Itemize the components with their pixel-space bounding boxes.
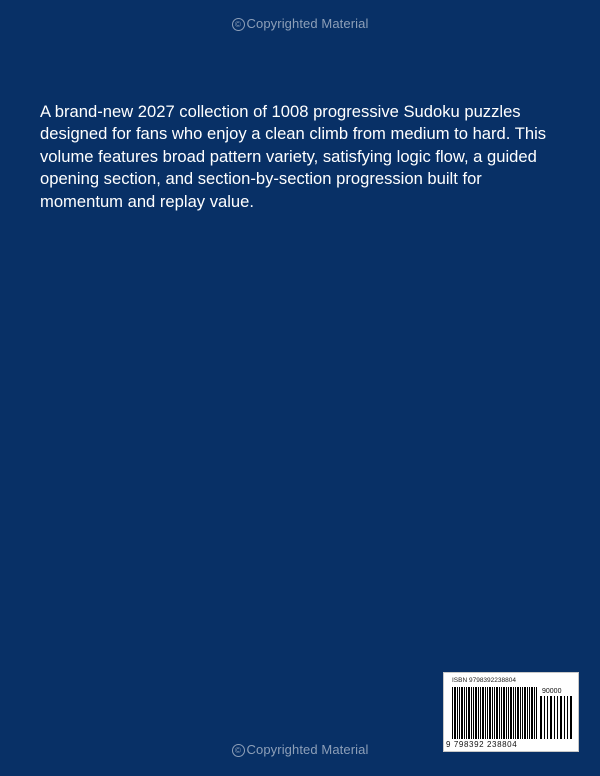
- barcode-bar: [480, 687, 481, 739]
- barcode-bar: [527, 687, 528, 739]
- barcode-bar: [529, 687, 530, 739]
- copyright-watermark-top: [0, 16, 600, 31]
- watermark-text: Copyrighted Material: [246, 742, 369, 757]
- barcode-bar: [452, 687, 453, 739]
- barcode-bar: [564, 696, 565, 739]
- barcode-bar: [489, 687, 491, 739]
- barcode-bar: [536, 687, 537, 739]
- barcode-bar: [508, 687, 509, 739]
- barcode-bar: [475, 687, 477, 739]
- barcode-bar: [567, 696, 568, 739]
- barcode-bar: [494, 687, 495, 739]
- barcode-bar: [515, 687, 516, 739]
- barcode-bar: [550, 696, 552, 739]
- barcode-bar: [464, 687, 465, 739]
- barcode-bar: [522, 687, 523, 739]
- barcode-bar: [570, 696, 572, 739]
- barcode-bar: [499, 687, 500, 739]
- barcode-bar: [517, 687, 519, 739]
- watermark-text: Copyrighted Material: [246, 16, 369, 31]
- price-code: 90000: [542, 688, 562, 695]
- barcode-bar: [524, 687, 526, 739]
- barcode-bar: [459, 687, 460, 739]
- barcode-bar: [513, 687, 514, 739]
- barcode-bar: [473, 687, 474, 739]
- barcode-bar: [482, 687, 484, 739]
- book-description: A brand-new 2027 collection of 1008 progressive Sudoku puzzles designed for fans who enjoy a clean climb from medium to hard. This volume features broad pattern variety, satisfying logic flow, a guided opening section, and section-by-section progression built for momentum and replay value.: [40, 101, 547, 211]
- barcode-bar: [554, 696, 555, 739]
- barcode-bar: [487, 687, 488, 739]
- barcode-bar: [560, 696, 562, 739]
- barcode-bar: [471, 687, 472, 739]
- barcode-bar: [510, 687, 512, 739]
- barcode-bar: [478, 687, 479, 739]
- barcode-bar: [557, 696, 558, 739]
- barcode-bar: [496, 687, 498, 739]
- barcode-bar: [544, 696, 545, 739]
- barcode-bar: [547, 696, 548, 739]
- isbn-label: ISBN 9798392238804: [452, 677, 516, 684]
- barcode-bar: [454, 687, 456, 739]
- barcode-bar: [506, 687, 507, 739]
- barcode-addon-bars: [540, 696, 574, 739]
- barcode-bar: [466, 687, 467, 739]
- copyright-icon: ©: [232, 744, 245, 757]
- barcode-bar: [485, 687, 486, 739]
- barcode-bar: [492, 687, 493, 739]
- barcode-bar: [540, 696, 542, 739]
- barcode-bar: [461, 687, 463, 739]
- copyright-icon: ©: [232, 18, 245, 31]
- isbn-digits: 9 798392 238804: [446, 740, 518, 749]
- barcode-bar: [501, 687, 502, 739]
- isbn-barcode: [443, 672, 579, 752]
- copyright-watermark-bottom: [0, 742, 600, 757]
- barcode-bar: [468, 687, 470, 739]
- barcode-bar: [457, 687, 458, 739]
- barcode-bar: [503, 687, 505, 739]
- barcode-bar: [534, 687, 535, 739]
- barcode-bars: [452, 687, 538, 739]
- barcode-bar: [531, 687, 533, 739]
- barcode-bar: [520, 687, 521, 739]
